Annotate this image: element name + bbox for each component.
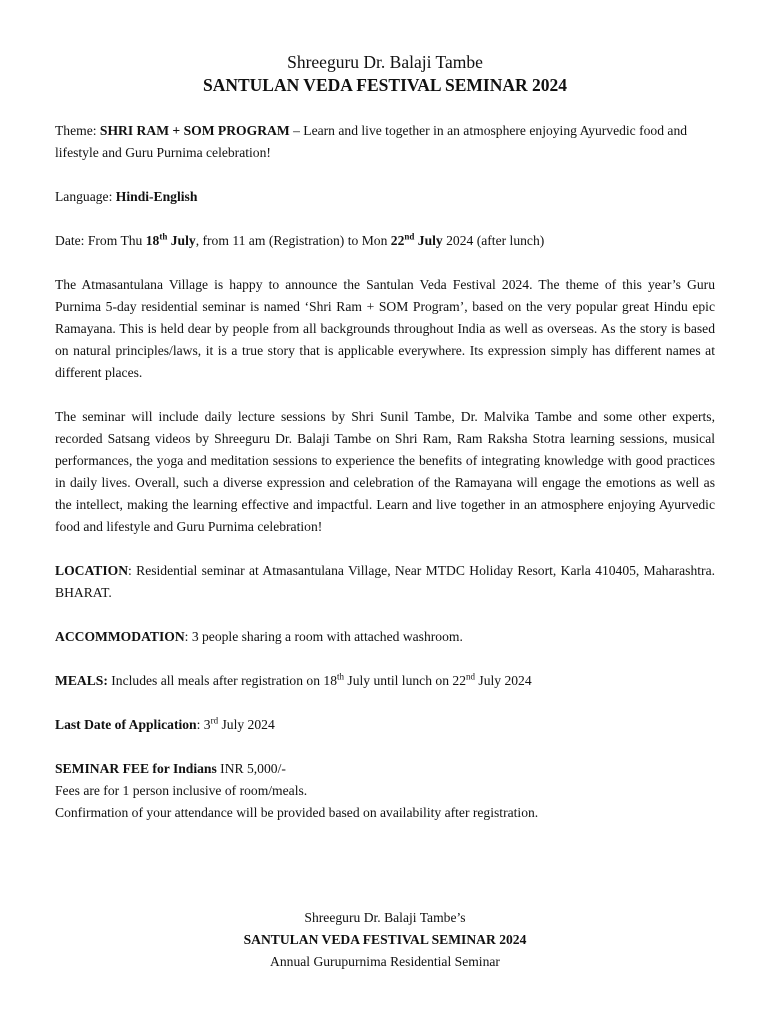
fee-label: SEMINAR FEE for Indians: [55, 761, 217, 776]
document-body: [55, 120, 715, 846]
date-end-day: 22: [390, 233, 405, 248]
last-date-line: [55, 714, 715, 736]
accommodation-line: [55, 626, 715, 648]
theme-name: SHRI RAM + SOM PROGRAM: [99, 123, 290, 138]
fee-note: Fees are for 1 person inclusive of room/meals.: [55, 783, 308, 798]
date-start: [146, 233, 196, 248]
theme-text: – Learn and live together in an atmosphere enjoying Ayurvedic food and lifestyle and Guru Purnima celebration!: [55, 123, 688, 160]
language-label: Language:: [55, 189, 116, 204]
date-middle: , from 11 am (Registration) to Mon: [195, 233, 391, 248]
accommodation-label: ACCOMMODATION: [55, 629, 185, 644]
date-suffix: 2024 (after lunch): [442, 233, 545, 248]
meals-sup-1: th: [337, 671, 345, 682]
footer-author: Shreeguru Dr. Balaji Tambe’s: [304, 910, 466, 925]
meals-sup-2: nd: [466, 671, 475, 682]
header-author: Shreeguru Dr. Balaji Tambe: [287, 52, 483, 72]
intro-paragraph: The Atmasantulana Village is happy to announce the Santulan Veda Festival 2024. The theme of this year’s Guru Purnima 5-day residential seminar is named ‘Shri Ram + SOM Program’, based on the very popular great Hindu epic Ramayana. This is held dear by people from all backgrounds throughout India as well as overseas. As the story is based on natural principles/laws, it is a true story that is applicable everywhere. Its expression simply has different names at different places.: [55, 277, 715, 380]
fee-amount: INR 5,000/-: [216, 761, 286, 776]
location-line: [55, 560, 715, 604]
footer: [0, 907, 770, 973]
confirmation-note: Confirmation of your attendance will be provided based on availability after registration.: [55, 805, 539, 820]
footer-subtitle: Annual Gurupurnima Residential Seminar: [270, 954, 500, 969]
theme-label: Theme:: [55, 123, 100, 138]
meals-line: [55, 670, 715, 692]
location-label: LOCATION: [55, 563, 129, 578]
date-prefix: Date: From Thu: [55, 233, 146, 248]
date-end-sup: nd: [404, 231, 415, 242]
footer-title: SANTULAN VEDA FESTIVAL SEMINAR 2024: [243, 932, 527, 947]
meals-text-3: July 2024: [475, 673, 532, 688]
last-date-sup: rd: [210, 715, 219, 726]
meals-text-2: July until lunch on 22: [344, 673, 466, 688]
fee-block: [55, 758, 715, 824]
accommodation-text: : 3 people sharing a room with attached washroom.: [184, 629, 463, 644]
language-value: Hindi-English: [115, 189, 198, 204]
date-end: [391, 233, 443, 248]
date-start-month: July: [167, 233, 196, 248]
header-title: SANTULAN VEDA FESTIVAL SEMINAR 2024: [202, 75, 568, 95]
meals-text-1: Includes all meals after registration on 18: [107, 673, 338, 688]
location-text: : Residential seminar at Atmasantulana Village, Near MTDC Holiday Resort, Karla 410405, Maharashtra. BHARAT.: [55, 563, 715, 600]
date-start-day: 18: [145, 233, 160, 248]
date-line: [55, 230, 715, 252]
last-date-text-1: : 3: [196, 717, 211, 732]
meals-label: MEALS:: [55, 673, 108, 688]
theme-line: [55, 120, 715, 164]
date-start-sup: th: [159, 231, 168, 242]
language-line: [55, 186, 715, 208]
last-date-text-2: July 2024: [218, 717, 275, 732]
date-end-month: July: [414, 233, 443, 248]
last-date-label: Last Date of Application: [55, 717, 197, 732]
program-paragraph: The seminar will include daily lecture sessions by Shri Sunil Tambe, Dr. Malvika Tambe and some other experts, recorded Satsang videos by Shreeguru Dr. Balaji Tambe on Shri Ram, Ram Raksha Stotra learning sessions, musical performances, the yoga and meditation sessions to experience the benefits of integrating knowledge with good practices in daily lives. Overall, such a diverse expression and celebration of the Ramayana will engage the emotions as well as the intellect, making the learning effective and impactful. Learn and live together in an atmosphere enjoying Ayurvedic food and lifestyle and Guru Purnima celebration!: [55, 409, 715, 534]
